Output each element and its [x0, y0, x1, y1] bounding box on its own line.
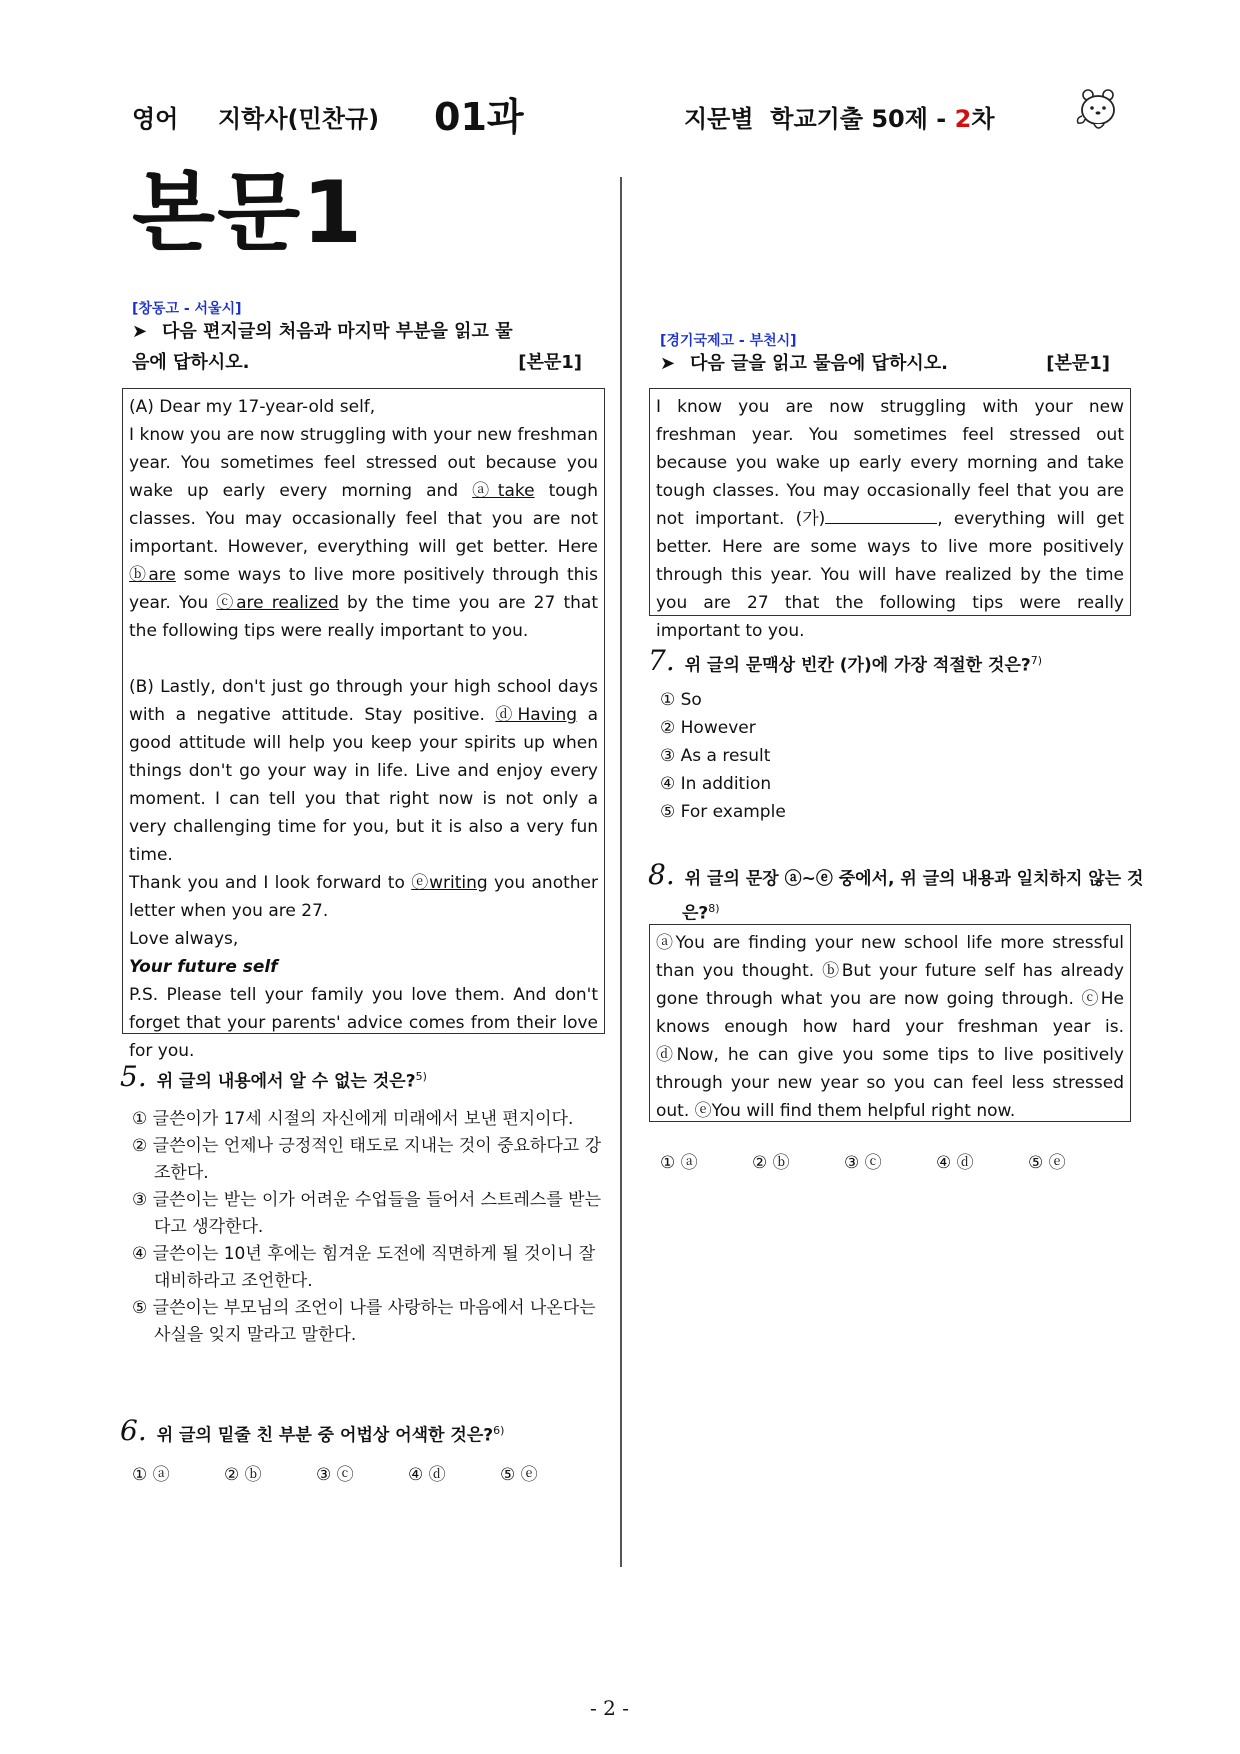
bear-mascot-icon — [1072, 86, 1124, 134]
option-3[interactable]: ③ ⓒ — [316, 1465, 354, 1485]
footnote-mark: 5) — [415, 1070, 427, 1083]
question-text: 위 글의 문맥상 빈칸 (가)에 가장 적절한 것은? — [684, 655, 1031, 676]
underlined-b: ⓑare — [129, 565, 176, 585]
left-instruction-text: 다음 편지글의 처음과 마지막 부분을 읽고 물음에 답하시오. — [132, 321, 513, 373]
question-5 — [120, 1062, 610, 1096]
option-2[interactable]: ② ⓑ — [224, 1465, 262, 1485]
left-source: [창동고 - 서울시] — [132, 301, 242, 317]
header-round-number: 2 — [954, 105, 972, 133]
letter-postscript: P.S. Please tell your family you love them. And don't forget that your parents' advice comes from their love for you. — [129, 985, 598, 1061]
question-7-options — [660, 686, 786, 826]
option-4[interactable]: ④ ⓓ — [408, 1465, 446, 1485]
passage-text: a good attitude will help you keep your spirits up when things don't go your way in life. Live and enjoy every moment. I can tell you that right now is not only a very challenging time for you, but it is also a very fun time. — [129, 705, 598, 865]
option-4[interactable]: ④ 글쓴이는 10년 후에는 힘겨운 도전에 직면하게 될 것이니 잘 대비하라고 조언한다. — [132, 1244, 596, 1291]
option-1[interactable]: ① ⓐ — [660, 1153, 698, 1173]
option-1[interactable]: ① So — [660, 690, 702, 710]
question-7 — [648, 646, 1138, 680]
left-instruction-tag: [본문1] — [518, 352, 582, 373]
header-series — [684, 99, 995, 134]
right-passage-box — [649, 388, 1131, 641]
passage-text: by the time you are 27 that the following tips were really important to you. — [129, 593, 598, 641]
right-instruction-text: 다음 글을 읽고 물음에 답하시오. — [690, 353, 948, 374]
question-5-options — [132, 1106, 602, 1349]
footnote-mark: 6) — [493, 1424, 505, 1437]
option-3[interactable]: ③ ⓒ — [844, 1153, 882, 1173]
option-4[interactable]: ④ ⓓ — [936, 1153, 974, 1173]
passage-paragraph-a — [129, 421, 598, 645]
left-passage-box — [122, 388, 605, 1061]
option-1[interactable]: ① 글쓴이가 17세 시절의 자신에게 미래에서 보낸 편지이다. — [132, 1109, 574, 1129]
header-lesson: 01과 — [434, 95, 524, 139]
header-publisher: 지학사(민찬규) — [218, 105, 380, 133]
footnote-mark: 8) — [708, 902, 720, 915]
question-number: 6. — [120, 1414, 147, 1448]
question-number: 7. — [648, 644, 675, 678]
option-5[interactable]: ⑤ ⓔ — [1028, 1153, 1066, 1173]
question-text: 위 글의 내용에서 알 수 없는 것은? — [156, 1071, 416, 1092]
option-5[interactable]: ⑤ ⓔ — [500, 1465, 538, 1485]
header-round-suffix: 차 — [971, 105, 995, 133]
option-5[interactable]: ⑤ For example — [660, 802, 786, 822]
question-text: 위 글의 밑줄 친 부분 중 어법상 어색한 것은? — [156, 1425, 494, 1446]
passage-paragraph-b — [129, 673, 598, 869]
blank-label: (가) — [795, 509, 826, 529]
header-series-text: 지문별 학교기출 50제 - — [684, 105, 947, 133]
option-2[interactable]: ② However — [660, 718, 756, 738]
option-4[interactable]: ④ In addition — [660, 774, 772, 794]
letter-salutation: (A) Dear my 17-year-old self, — [129, 397, 376, 417]
question-text: 위 글의 문장 ⓐ~ⓔ 중에서, 위 글의 내용과 일치하지 않는 것은? — [682, 869, 1144, 924]
underlined-d: ⓓHaving — [495, 705, 578, 725]
passage-text: some ways to live more positively through this year. You — [129, 565, 598, 613]
footnote-mark: 7) — [1030, 654, 1043, 667]
question-number: 8. — [648, 858, 675, 891]
passage-text: I know you are now struggling with your new freshman year. You sometimes feel stressed out because you wake up early every morning and take tough classes. You may occasionally feel that you are not important. — [656, 397, 1124, 529]
option-3[interactable]: ③ 글쓴이는 받는 이가 어려운 수업들을 들어서 스트레스를 받는다고 생각한다. — [132, 1190, 602, 1237]
header-subject: 영어 — [132, 105, 179, 133]
right-instruction-tag: [본문1] — [1046, 353, 1110, 374]
underlined-c: ⓒare realized — [216, 593, 339, 613]
option-5[interactable]: ⑤ 글쓴이는 부모님의 조언이 나를 사랑하는 마음에서 나온다는 사실을 잊지 말라고 말한다. — [132, 1298, 596, 1345]
question-number: 5. — [120, 1060, 147, 1094]
right-source: [경기국제고 - 부천시] — [660, 333, 797, 349]
q8-statements-box: ⓐYou are finding your new school life more stressful than you thought. ⓑBut your future self has already gone through what you are now going through. ⓒHe knows enough how hard your freshman year is. ⓓNow, he can give you some tips to live positively through your new year so you can feel less stressed out. ⓔYou will find them helpful right now. — [649, 924, 1131, 1122]
passage-thanks — [129, 869, 598, 925]
column-divider — [620, 177, 622, 1567]
passage-text: Thank you and I look forward to — [129, 873, 412, 893]
page-number: - 2 - — [590, 1696, 629, 1720]
question-6-options — [132, 1460, 592, 1485]
page-title: 본문1 — [132, 163, 364, 263]
letter-signature: Your future self — [129, 957, 278, 977]
passage-text: I know you are now struggling with your new freshman year. You sometimes feel stressed out because you wake up early every morning and — [129, 425, 598, 501]
passage-text: tough classes. You may occasionally feel that you are not important. However, everything will get better. Here — [129, 481, 599, 557]
underlined-e: ⓔwriting — [411, 873, 488, 893]
left-instruction — [132, 316, 602, 378]
passage-text: you another letter when you are 27. — [129, 873, 598, 921]
blank-line — [825, 505, 937, 524]
passage-text: (B) Lastly, don't just go through your high school days with a negative attitude. Stay positive. — [129, 677, 598, 725]
option-3[interactable]: ③ As a result — [660, 746, 771, 766]
arrow-icon: ➤ — [132, 321, 148, 342]
passage-paragraph — [656, 393, 1124, 645]
right-instruction — [660, 348, 1130, 379]
option-1[interactable]: ① ⓐ — [132, 1465, 170, 1485]
option-2[interactable]: ② ⓑ — [752, 1153, 790, 1173]
arrow-icon: ➤ — [660, 353, 676, 374]
question-8-options — [660, 1148, 1120, 1173]
underlined-a: ⓐtake — [472, 481, 535, 501]
letter-closing: Love always, — [129, 929, 239, 949]
option-2[interactable]: ② 글쓴이는 언제나 긍정적인 태도로 지내는 것이 중요하다고 강조한다. — [132, 1136, 602, 1183]
question-8 — [648, 860, 1162, 928]
passage-text: , everything will get better. Here are some ways to live more positively through this year. You will have realized by the time you are 27 that the following tips were really important to you. — [656, 509, 1124, 641]
question-6 — [120, 1416, 610, 1450]
